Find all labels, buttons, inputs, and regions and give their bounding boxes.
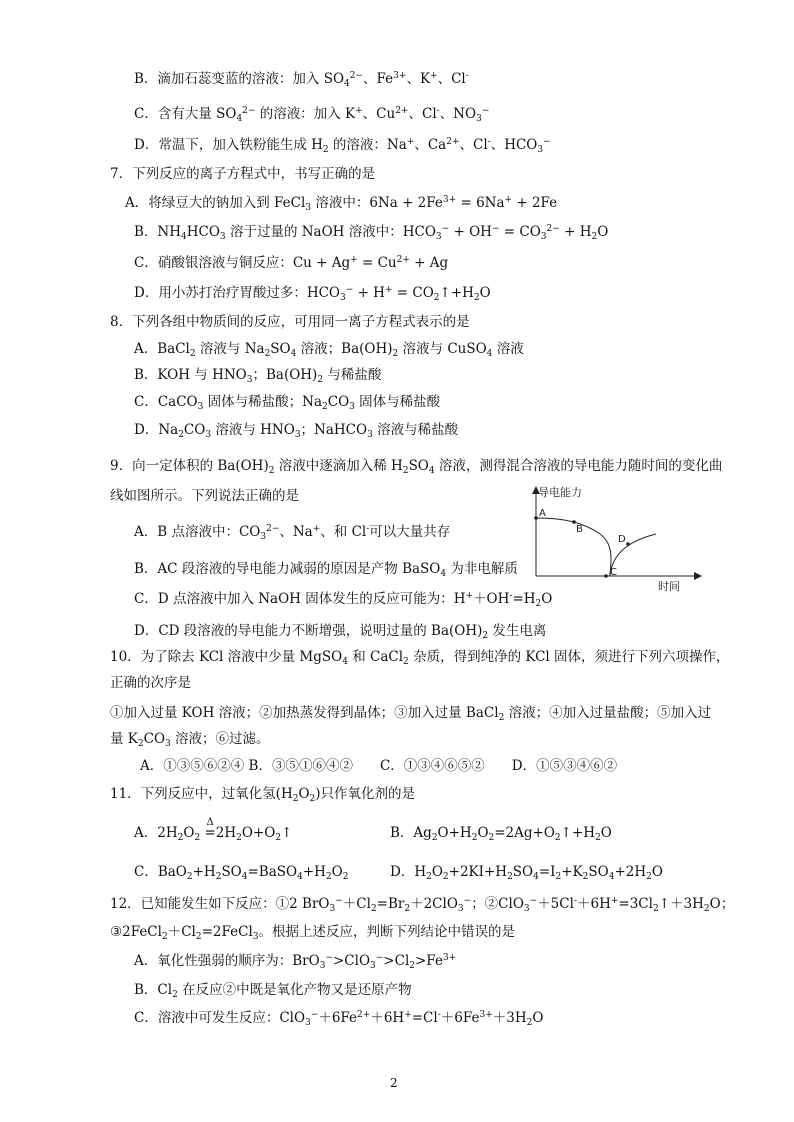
text-line-23: 量 $K_2CO_3$ 溶液；⑥过滤。 [110, 731, 270, 749]
conductivity-curve-ac [536, 518, 611, 576]
text-line-20: 10．为了除去 KCl 溶液中少量 MgSO$_4$ 和 CaCl$_2$ 杂质，得到纯净的 KCl 固体，须进行下列六项操作， [110, 649, 730, 667]
conductivity-graph [528, 484, 728, 594]
point-d-dot [626, 542, 630, 546]
point-c-label: C [610, 567, 617, 578]
text-line-2: C．含有大量 $SO_4^{2-}$ 的溶液：加入 K+、$Cu^{2+}$、Cl-、$NO_3^-$ [134, 106, 490, 124]
text-line-33: B．$Cl_2$ 在反应②中既是氧化产物又是还原产物 [134, 982, 412, 1000]
text-line-28: C．$BaO_2+H_2SO_4=BaSO_4+H_2O_2$ [134, 864, 349, 882]
text-line-22: ①加入过量 KOH 溶液；②加热蒸发得到晶体；③加入过量 BaCl$_2$ 溶液；④加入过量盐酸；⑤加入过 [110, 705, 712, 723]
text-line-8: D．用小苏打治疗胃酸过多：$HCO_3^- + H^+$ = $CO_2↑+H_2O$ [134, 285, 491, 303]
text-line-31: $③2FeCl_2+Cl_2=2FeCl_3$。根据上述反应，判断下列结论中错误的是 [110, 924, 515, 942]
text-line-29: D．$H_2O_2+2KI+H_2SO_4=I_2+K_2SO_4+2H_2O$ [390, 864, 663, 882]
text-line-15: 线如图所示。下列说法正确的是 [110, 488, 299, 504]
text-line-3: D．常温下，加入铁粉能生成 $H_2$ 的溶液：Na+、$Ca^{2+}$、Cl-、$HCO_3^-$ [134, 137, 551, 155]
text-line-7: C．硝酸银溶液与铜反应：$Cu + Ag^+ = Cu^{2+} + Ag$ [134, 255, 449, 271]
point-a-label: A [539, 508, 546, 519]
text-line-11: B．KOH 与 $HNO_3$；$Ba(OH)_2$ 与稀盐酸 [134, 367, 382, 385]
text-line-16: A．B 点溶液中：$CO_3^{2-}$、Na+、和 Cl-可以大量共存 [134, 524, 451, 542]
page-number: 2 [390, 1076, 398, 1090]
text-line-6: B．$NH_4HCO_3$ 溶于过量的 NaOH 溶液中：$HCO_3^- + OH^- = CO_3^{2-} + H_2O$ [134, 224, 609, 242]
text-line-4: 7．下列反应的离子方程式中，书写正确的是 [110, 166, 376, 182]
text-line-30: 12．已知能发生如下反应：①2 $BrO_3^-+Cl_2=Br_2+2ClO_3^-$；$②ClO_3^-+5Cl^-+6H^+=3Cl_2↑+3H_2O$； [110, 896, 735, 914]
text-line-17: B．AC 段溶液的导电能力减弱的原因是产物 BaSO$_4$ 为非电解质 [134, 561, 518, 579]
text-line-12: C．CaCO$_3$ 固体与稀盐酸；$Na_2CO_3$ 固体与稀盐酸 [134, 394, 441, 412]
point-d-label: D [618, 534, 626, 545]
point-c-dot [604, 574, 608, 578]
text-line-21: 正确的次序是 [110, 675, 191, 691]
text-line-19: D．CD 段溶液的导电能力不断增强，说明过量的 $Ba(OH)_2$ 发生电离 [134, 623, 547, 641]
text-line-25: 11．下列反应中，过氧化氢$(H_2O_2)$只作氧化剂的是 [110, 786, 416, 804]
text-line-26: A．$2H_2O_2$ Δ $=2H_2O+O_2↑$ [134, 817, 293, 843]
text-line-1: B．滴加石蕊变蓝的溶液：加入 $SO_4^{2-}$、$Fe^{3+}$、K+、Cl- [134, 71, 469, 89]
text-line-10: A．BaCl$_2$ 溶液与 $Na_2SO_4$ 溶液；$Ba(OH)_2$ 溶液与 CuSO$_4$ 溶液 [134, 341, 524, 359]
text-line-18: C．D 点溶液中加入 NaOH 固体发生的反应可能为：$H^++OH^-=H_2O$ [134, 591, 553, 609]
text-line-34: C．溶液中可发生反应：$ClO_3^-+6Fe^{2+}+6H^+=Cl^-+6Fe^{3+}+3H_2O$ [134, 1010, 544, 1028]
y-axis-label: 导电能力 [538, 486, 582, 499]
point-a-dot [534, 516, 538, 520]
text-line-5: A．将绿豆大的钠加入到 FeCl$_3$ 溶液中：$6Na + 2Fe^{3+} = 6Na^+ + 2Fe$ [125, 195, 558, 213]
text-line-27: B．$Ag_2O+H_2O_2=2Ag+O_2↑+H_2O$ [390, 825, 612, 843]
text-line-14: 9．向一定体积的 $Ba(OH)_2$ 溶液中逐滴加入稀 $H_2SO_4$ 溶液，测得混合溶液的导电能力随时间的变化曲 [110, 458, 723, 476]
text-line-32: A．氧化性强弱的顺序为：$BrO_3^->ClO_3^->Cl_2>Fe^{3+}$ [134, 953, 457, 971]
text-line-24: A．①③⑤⑥②④ B．③⑤①⑥④② C．①③④⑥⑤② D．①⑤③④⑥② [140, 758, 618, 774]
text-line-9: 8．下列各组中物质间的反应，可用同一离子方程式表示的是 [110, 314, 470, 330]
text-line-13: D．$Na_2CO_3$ 溶液与 $HNO_3$；NaHCO$_3$ 溶液与稀盐酸 [134, 422, 459, 440]
x-axis-label: 时间 [658, 580, 680, 593]
point-b-label: B [576, 524, 583, 535]
